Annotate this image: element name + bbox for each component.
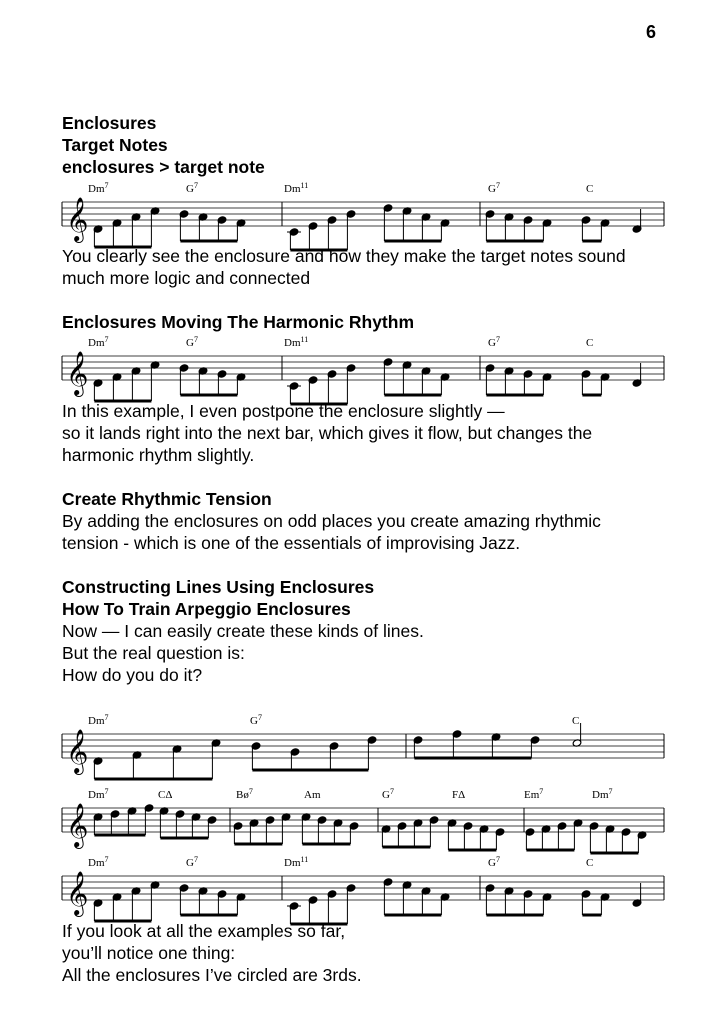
chord-symbol: $G^7$ [488,855,500,869]
chord-symbol: FΔ [452,789,466,801]
treble-clef-icon: 𝄞 [66,871,89,915]
heading-moving-harmonic-rhythm: Enclosures Moving The Harmonic Rhythm [62,312,414,332]
paragraph-4-line-1: Now — I can easily create these kinds of lines. [62,621,424,641]
heading-constructing-lines: Constructing Lines Using Enclosures [62,577,375,597]
music-staff-2 [60,334,670,400]
paragraph-5-line-3: All the enclosures I’ve circled are 3rds. [62,965,362,985]
paragraph-1-line-1: You clearly see the enclosure and how they make the target notes sound [62,246,626,266]
chord-symbol: $G^7$ [488,335,500,349]
heading-target-notes: Target Notes [62,135,168,155]
chord-symbol: Dm$^{11}$ [284,855,309,869]
heading-train-arpeggio: How To Train Arpeggio Enclosures [62,599,351,619]
chord-symbol: C [586,183,594,195]
chord-symbol: $G^7$ [382,787,394,801]
paragraph-2-line-1: In this example, I even postpone the enclosure slightly — [62,401,505,421]
paragraph-2-line-3: harmonic rhythm slightly. [62,445,255,465]
treble-clef-icon: 𝄞 [66,197,89,241]
paragraph-5-line-1: If you look at all the examples so far, [62,921,346,941]
music-staff-5 [60,854,670,920]
chord-symbol: $G^7$ [186,181,198,195]
paragraph-4-line-3: How do you do it? [62,665,203,685]
treble-clef-icon: 𝄞 [66,729,89,773]
chord-symbol: $G^7$ [186,855,198,869]
chord-symbol: C [572,715,580,727]
chord-symbol: Dm$^7$ [88,713,109,727]
chord-symbol: Em$^7$ [524,787,544,801]
chord-symbol: Dm$^7$ [88,855,109,869]
chord-symbol: C [586,337,594,349]
chord-symbol: Dm$^7$ [88,181,109,195]
paragraph-3-line-2: tension - which is one of the essentials of improvising Jazz. [62,533,521,553]
chord-symbol: Dm$^7$ [88,787,109,801]
treble-clef-icon: 𝄞 [66,351,89,395]
chord-symbol: $G^7$ [250,713,262,727]
paragraph-5-line-2: you’ll notice one thing: [62,943,236,963]
heading-enclosures-target: enclosures > target note [62,157,265,177]
music-staff-3 [60,712,670,778]
chord-symbol: Dm$^{11}$ [284,181,309,195]
paragraph-2-line-2: so it lands right into the next bar, which gives it flow, but changes the [62,423,593,443]
paragraph-4-line-2: But the real question is: [62,643,245,663]
chord-symbol: $G^7$ [186,335,198,349]
chord-symbol: $Bø^7$ [236,787,253,801]
music-staff-4 [60,786,670,852]
chord-symbol: Am [304,789,321,801]
chord-symbol: C [586,857,594,869]
treble-clef-icon: 𝄞 [66,803,89,847]
chord-symbol: $G^7$ [488,181,500,195]
music-staff-1 [60,180,670,246]
chord-symbol: Dm$^{11}$ [284,335,309,349]
heading-enclosures: Enclosures [62,113,157,133]
paragraph-1-line-2: much more logic and connected [62,268,311,288]
chord-symbol: Dm$^7$ [592,787,613,801]
heading-rhythmic-tension: Create Rhythmic Tension [62,489,272,509]
page-number: 6 [646,22,657,42]
chord-symbol: Dm$^7$ [88,335,109,349]
paragraph-3-line-1: By adding the enclosures on odd places you create amazing rhythmic [62,511,601,531]
chord-symbol: CΔ [158,789,173,801]
